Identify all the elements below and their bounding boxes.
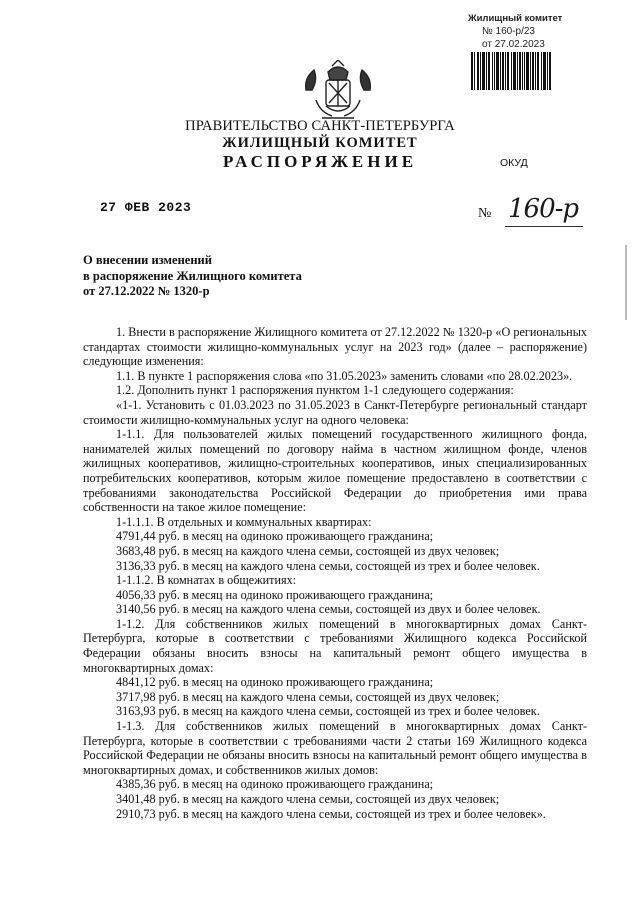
rate-line: 3401,48 руб. в месяц на каждого члена семьи, состоящей из двух человек; <box>116 792 500 806</box>
paragraph: 1.2. Дополнить пункт 1 распоряжения пунктом 1-1 следующего содержания: <box>116 383 514 398</box>
document-subject <box>83 253 302 300</box>
paragraph: 1-1.3. Для собственников жилых помещений в многоквартирных домах Санкт-Петербурга, которые в соответствии с требованиями части 2 статьи 169 Жилищного кодекса Российской Федерации не обязаны вносить взносы на капитальный ремонт общего имущества в многоквартирных домах, и собственников жилых домов: <box>83 719 587 777</box>
paragraph: 1-1.2. Для собственников жилых помещений в многоквартирных домах Санкт-Петербурга, которые в соответствии с требованиями Жилищного кодекса Российской Федерации обязаны вносить взносы на капитальный ремонт общего имущества в многоквартирных домах: <box>83 616 587 675</box>
committee-title: ЖИЛИЩНЫЙ КОМИТЕТ <box>222 135 418 151</box>
document-type-title: РАСПОРЯЖЕНИЕ <box>222 152 418 171</box>
paragraph: «1-1. Установить с 01.03.2023 по 31.05.2023 в Санкт-Петербурге региональный стандарт стоимости жилищно-коммунальных услуг на одного человека: <box>83 397 587 427</box>
rate-line: 3717,98 руб. в месяц на каждого члена семьи, состоящей из двух человек; <box>116 689 500 704</box>
number-label: № <box>478 206 492 221</box>
subject-line-2: в распоряжение Жилищного комитета <box>83 268 302 283</box>
coat-of-arms-icon <box>302 60 374 122</box>
okud-label: ОКУД <box>500 157 528 169</box>
government-title: ПРАВИТЕЛЬСТВО САНКТ-ПЕТЕРБУРГА <box>185 118 455 134</box>
scan-artifact <box>625 245 627 320</box>
stamp-org: Жилищный комитет <box>468 13 563 24</box>
subject-line-1: О внесении изменений <box>83 253 212 267</box>
document-number: 160-р <box>508 194 579 224</box>
rate-line: 3140,56 руб. в месяц на каждого члена семьи, состоящей из двух и более человек. <box>116 602 541 617</box>
stamp-number: № 160-р/23 <box>482 26 535 37</box>
paragraph: 1-1.1.1. В отдельных и коммунальных квартирах: <box>116 514 372 529</box>
paragraph: 1-1.1. Для пользователей жилых помещений государственного жилищного фонда, нанимателей жилых помещений по договору найма в частном жилищном фонде, членов жилищных кооперативов, жилищно-строительных кооперативов, иных специализированных потребительских кооперативов, которым жилое помещение предоставлено в соответствии с требованиями законодательства Российской Федерации до приобретения ими права собственности на такое жилое помещение: <box>83 427 587 515</box>
rate-line: 3683,48 руб. в месяц на каждого члена семьи, состоящей из двух человек; <box>116 543 500 558</box>
rate-line: 4791,44 руб. в месяц на одиноко проживающего гражданина; <box>116 529 434 544</box>
rate-line: 4841,12 руб. в месяц на одиноко проживающего гражданина; <box>116 675 434 690</box>
paragraph: 1. Внести в распоряжение Жилищного комитета от 27.12.2022 № 1320-р «О региональных стандартах стоимости жилищно-коммунальных услуг на 2023 год» (далее – распоряжение) следующие изменения: <box>83 325 587 369</box>
paragraph: 1.1. В пункте 1 распоряжения слова «по 31.05.2023» заменить словами «по 28.02.2023». <box>116 368 573 383</box>
subject-line-3: от 27.12.2022 № 1320-р <box>83 284 210 298</box>
document-date: 27 ФЕВ 2023 <box>100 200 192 215</box>
paragraph: 1-1.1.2. В комнатах в общежитиях: <box>116 573 297 588</box>
number-underline <box>505 226 583 227</box>
registration-stamp <box>468 12 578 51</box>
rate-line: 4385,36 руб. в месяц на одиноко проживающего гражданина; <box>116 777 434 792</box>
stamp-date: от 27.02.2023 <box>482 39 545 50</box>
rate-line: 3163,93 руб. в месяц на каждого члена семьи, состоящей из трех и более человек. <box>116 704 540 719</box>
document-body <box>83 325 587 821</box>
rate-line: 3136,33 руб. в месяц на каждого члена семьи, состоящей из трех и более человек. <box>116 558 540 573</box>
rate-line: 2910,73 руб. в месяц на каждого члена семьи, состоящей из трех и более человек». <box>116 806 546 821</box>
barcode <box>471 52 551 90</box>
rate-line: 4056,33 руб. в месяц на одиноко проживающего гражданина; <box>116 587 434 602</box>
